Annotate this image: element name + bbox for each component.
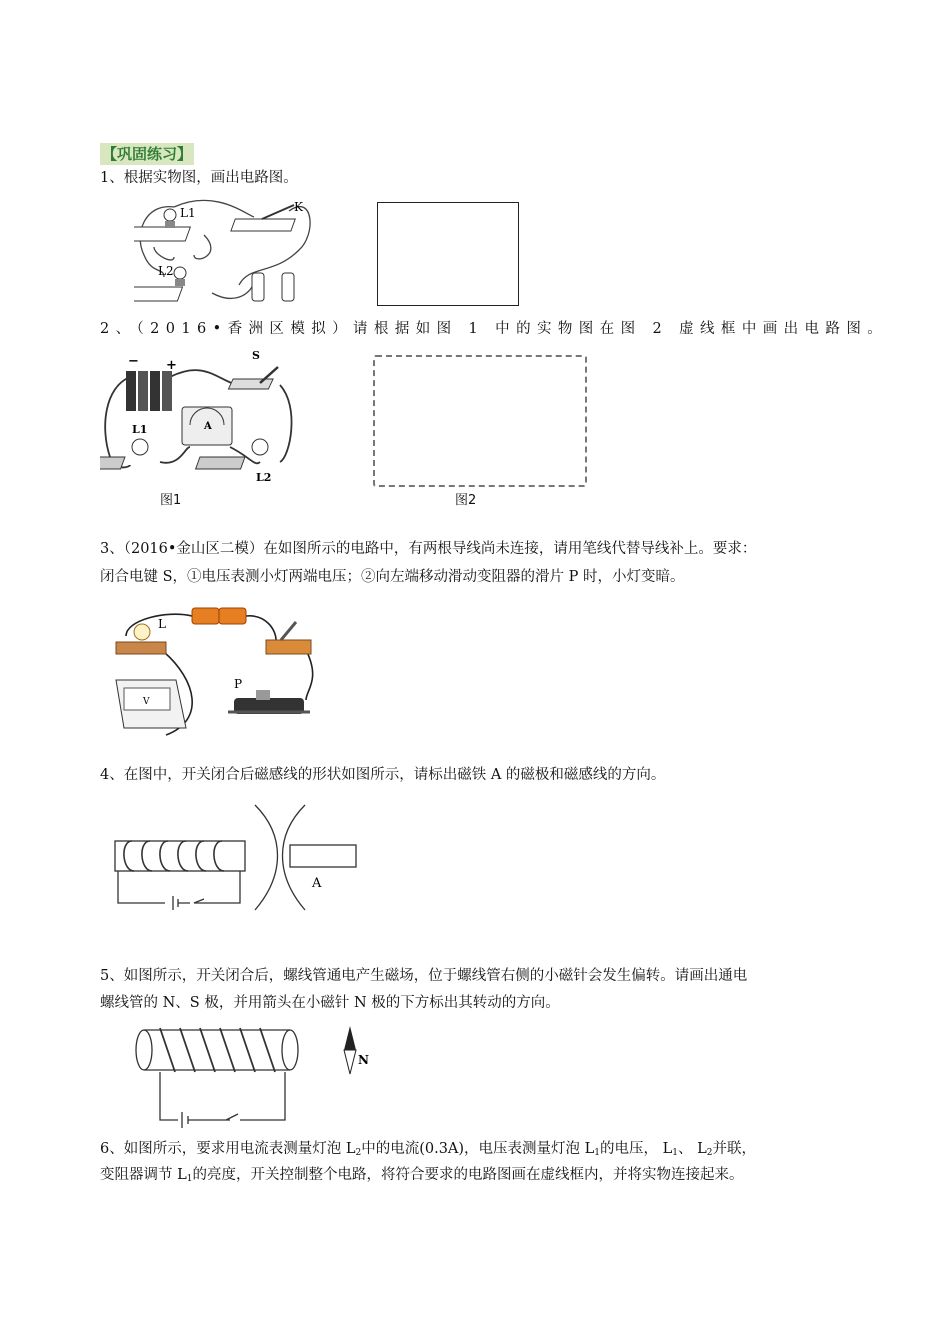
- q2-text: 2、（2016•香洲区模拟）请根据如图 1 中的实物图在图 2 虚线框中画出电路图。: [100, 321, 889, 337]
- q2-fig1: [100, 347, 300, 509]
- q2-label-l1: L1: [132, 423, 148, 436]
- q1-physical-figure: [134, 195, 324, 307]
- q1-label-k: K: [294, 200, 303, 214]
- q5-label-n: N: [358, 1053, 369, 1067]
- q2-label-a: A: [204, 421, 212, 432]
- q5-figure: [130, 1020, 380, 1132]
- q1-label-l2: L2: [158, 264, 174, 278]
- q3-label-v: V: [143, 697, 150, 707]
- q3-label-l: L: [158, 617, 166, 631]
- q6-line2: 变阻器调节 $L_1$的亮度，开关控制整个电路，将符合要求的电路图画在虚线框内，并将实物连接起来。: [100, 1167, 744, 1184]
- q2-fig2-caption: 图2: [455, 493, 477, 508]
- q6-line1: 6、如图所示，要求用电流表测量灯泡 $L_2$中的电流(0.3A)，电压表测量灯泡 $L_1$的电压， $L_1$、 $L_2$并联，: [100, 1141, 756, 1158]
- q4-label-a: A: [312, 876, 322, 891]
- q2-answer-dashed-box[interactable]: [373, 355, 587, 487]
- section-title: 【巩固练习】: [102, 145, 193, 163]
- q2-label-plus: +: [166, 358, 177, 373]
- q2-label-s: S: [252, 349, 260, 362]
- q2-fig1-caption: 图1: [160, 493, 182, 508]
- q3-figure: [106, 600, 326, 750]
- q5-line2: 螺线管的 N、S 极，并用箭头在小磁针 N 极的下方标出其转动的方向。: [100, 995, 560, 1011]
- q3-line1: 3、（2016•金山区二模）在如图所示的电路中，有两根导线尚未连接，请用笔线代替导线补上。要求：: [100, 541, 757, 557]
- q1-text: 1、根据实物图，画出电路图。: [100, 170, 298, 186]
- q2-label-l2: L2: [256, 471, 272, 484]
- q2-label-minus: −: [128, 354, 139, 369]
- q4-figure: [110, 795, 370, 915]
- q4-text: 4、在图中，开关闭合后磁感线的形状如图所示，请标出磁铁 A 的磁极和磁感线的方向。: [100, 767, 666, 783]
- q3-label-p: P: [234, 677, 243, 691]
- q5-line1: 5、如图所示，开关闭合后，螺线管通电产生磁场，位于螺线管右侧的小磁针会发生偏转。请画出通电: [100, 968, 748, 984]
- q3-line2: 闭合电键 S，①电压表测小灯两端电压；②向左端移动滑动变阻器的滑片 P 时，小灯变暗。: [100, 569, 685, 585]
- q1-label-l1: L1: [180, 206, 196, 220]
- q1-answer-box[interactable]: [377, 202, 519, 306]
